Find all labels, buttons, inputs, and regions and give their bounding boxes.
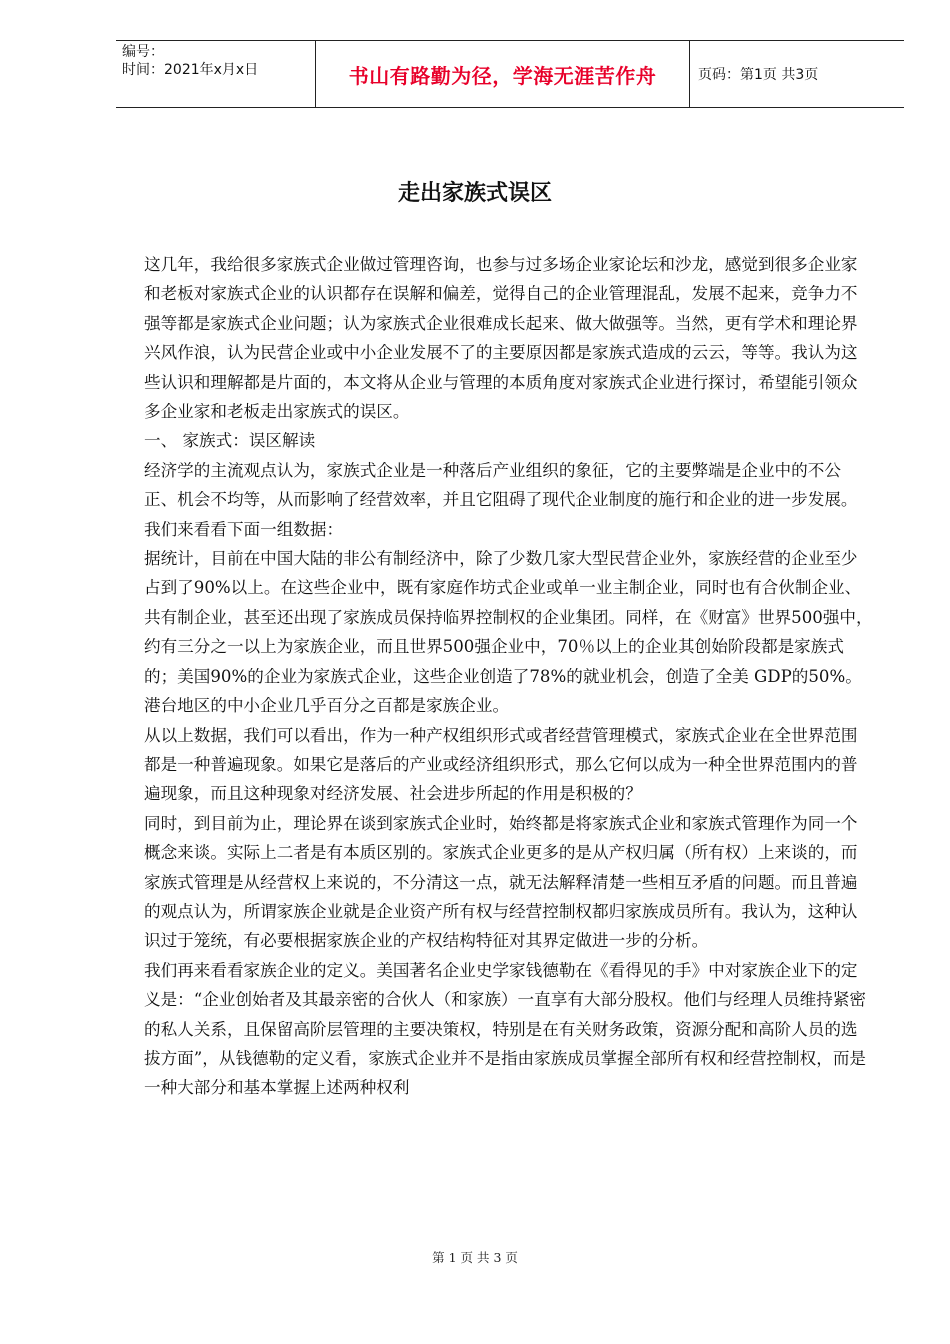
document-time: 时间：2021年x月x日 xyxy=(122,62,259,78)
paragraph: 据统计，目前在中国大陆的非公有制经济中，除了少数几家大型民营企业外，家族经营的企业至少占到了90%以上。在这些企业中，既有家庭作坊式企业或单一业主制企业，同时也有合伙制企业、共有制企业，甚至还出现了家族成员保持临界控制权的企业集团。同样，在《财富》世界500强中，约有三分之一以上为家族企业，而且世界500强企业中，70％以上的企业其创始阶段都是家族式的；美国90%的企业为家族式企业，这些企业创造了78%的就业机会，创造了全美 GDP的50%。港台地区的中小企业几乎百分之百都是家族企业。 xyxy=(144,549,873,716)
document-title: 走出家族式误区 xyxy=(397,181,552,206)
paragraph: 经济学的主流观点认为，家族式企业是一种落后产业组织的象征，它的主要弊端是企业中的不公正、机会不均等，从而影响了经营效率，并且它阻碍了现代企业制度的施行和企业的进一步发展。 xyxy=(144,460,858,510)
page-footer: 第 1 页 共 3 页 xyxy=(432,1250,518,1265)
document-number: 编号： xyxy=(122,44,164,60)
paragraph: 我们来看看下面一组数据： xyxy=(144,519,344,539)
paragraph: 同时，到目前为止，理论界在谈到家族式企业时，始终都是将家族式企业和家族式管理作为同一个概念来谈。实际上二者是有本质区别的。家族式企业更多的是从产权归属（所有权）上来谈的，而家族式管理是从经营权上来说的，不分清这一点，就无法解释清楚一些相互矛盾的问题。而且普遍的观点认为，所谓家族企业就是企业资产所有权与经营控制权都归家族成员所有。我认为，这种认识过于笼统，有必要根据家族企业的产权结构特征对其界定做进一步的分析。 xyxy=(144,813,858,951)
section-heading: 一、 家族式：误区解读 xyxy=(144,431,316,451)
header-page-info: 页码：第1页 共3页 xyxy=(698,67,819,83)
header-motto-cell xyxy=(315,41,690,107)
paragraph: 这几年，我给很多家族式企业做过管理咨询，也参与过多场企业家论坛和沙龙，感觉到很多企业家和老板对家族式企业的认识都存在误解和偏差，觉得自己的企业管理混乱，发展不起来，竞争力不强等都是家族式企业问题；认为家族式企业很难成长起来、做大做强等。当然，更有学术和理论界兴风作浪，认为民营企业或中小企业发展不了的主要原因都是家族式造成的云云，等等。我认为这些认识和理解都是片面的，本文将从企业与管理的本质角度对家族式企业进行探讨，希望能引领众多企业家和老板走出家族式的误区。 xyxy=(144,255,858,422)
page-header xyxy=(116,40,904,108)
paragraph: 从以上数据，我们可以看出，作为一种产权组织形式或者经营管理模式，家族式企业在全世界范围都是一种普遍现象。如果它是落后的产业或经济组织形式，那么它何以成为一种全世界范围内的普遍现象，而且这种现象对经济发展、社会进步所起的作用是积极的？ xyxy=(144,725,858,804)
paragraph: 我们再来看看家族企业的定义。美国著名企业史学家钱德勒在《看得见的手》中对家族企业下的定义是：“企业创始者及其最亲密的合伙人（和家族）一直享有大部分股权。他们与经理人员维持紧密的私人关系，且保留高阶层管理的主要决策权，特别是在有关财务政策，资源分配和高阶人员的选拔方面”，从钱德勒的定义看，家族式企业并不是指由家族成员掌握全部所有权和经营控制权，而是一种大部分和基本掌握上述两种权利 xyxy=(144,960,867,1098)
document-body xyxy=(144,250,874,1103)
header-meta xyxy=(122,43,312,79)
header-motto: 书山有路勤为径，学海无涯苦作舟 xyxy=(348,63,657,88)
